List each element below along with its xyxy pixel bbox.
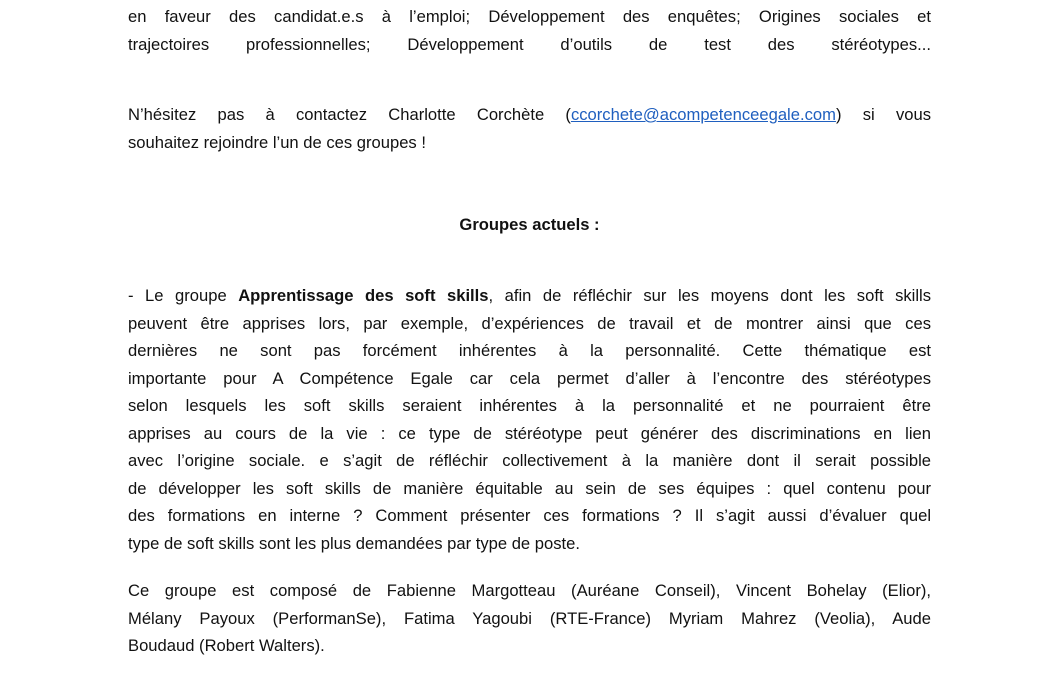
- group-line: apprises au cours de la vie : ce type de stéréotype peut générer des discriminations en lien: [128, 423, 931, 443]
- group-name: Apprentissage des soft skills: [238, 286, 489, 305]
- contact-line-2: souhaitez rejoindre l’un de ces groupes !: [128, 132, 426, 152]
- intro-line-1: en faveur des candidat.e.s à l’emploi; Développement des enquêtes; Origines sociales et: [128, 7, 931, 26]
- group-line-1: [128, 282, 931, 310]
- group-paragraph: [128, 282, 931, 557]
- group-line-1-rest: , afin de réfléchir sur les moyens dont les soft skills: [488, 286, 932, 305]
- contact-paragraph: [128, 101, 931, 156]
- group-line: selon lesquels les soft skills seraient inhérentes à la personnalité et ne pourraient être: [128, 396, 931, 415]
- intro-line-2: trajectoires professionnelles; Développement d’outils de test des stéréotypes...: [128, 34, 931, 54]
- intro-paragraph: [128, 3, 931, 58]
- group-line: importante pour A Compétence Egale car cela permet d’aller à l’encontre des stéréotypes: [128, 368, 931, 388]
- contact-email-link[interactable]: ccorchete@acompetenceegale.com: [570, 105, 836, 124]
- contact-text-before: N’hésitez pas à contactez Charlotte Corchète (: [128, 105, 571, 124]
- members-line: Ce groupe est composé de Fabienne Margotteau (Auréane Conseil), Vincent Bohelay (Elior),: [128, 581, 931, 600]
- members-line: Mélany Payoux (PerformanSe), Fatima Yagoubi (RTE-France) Myriam Mahrez (Veolia), Aude: [128, 608, 931, 628]
- group-line: de développer les soft skills de manière équitable au sein de ses équipes : quel contenu pour: [128, 478, 931, 498]
- section-title: Groupes actuels :: [459, 215, 600, 234]
- group-last-line: type de soft skills sont les plus demandées par type de poste.: [128, 533, 580, 553]
- contact-line-1: [128, 101, 931, 129]
- group-line: des formations en interne ? Comment présenter ces formations ? Il s’agit aussi d’évaluer quel: [128, 506, 931, 525]
- group-line: peuvent être apprises lors, par exemple, d’expériences de travail et de montrer ainsi que ces: [128, 313, 931, 333]
- group-prefix: - Le groupe: [128, 286, 239, 305]
- contact-text-after: ) si vous: [835, 105, 931, 124]
- group-line: avec l’origine sociale. e s’agit de réfléchir collectivement à la manière dont il serait possible: [128, 451, 931, 470]
- group-line: dernières ne sont pas forcément inhérentes à la personnalité. Cette thématique est: [128, 341, 931, 360]
- members-paragraph: [128, 577, 931, 660]
- members-last-line: Boudaud (Robert Walters).: [128, 636, 325, 655]
